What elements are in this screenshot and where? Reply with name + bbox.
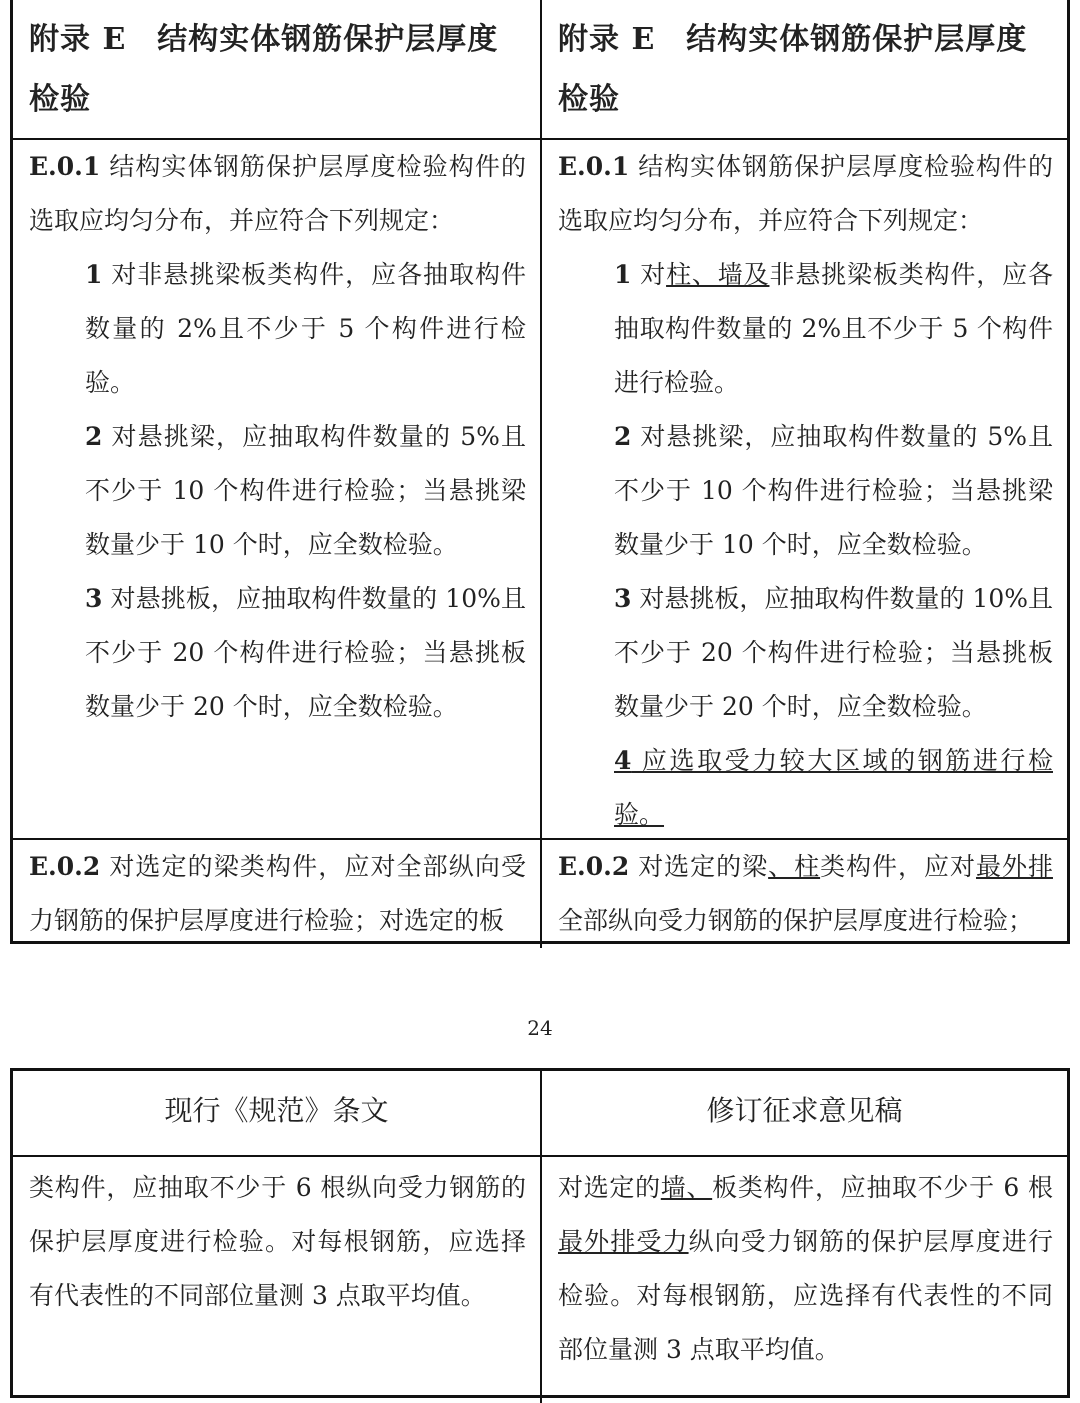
clause-text: 对选定的 — [558, 1173, 661, 1202]
e01-current-item-1 — [29, 248, 526, 410]
clause-text: 板类构件，应抽取不少于 6 根 — [712, 1173, 1053, 1202]
item-number: 3 — [614, 584, 632, 613]
e01-current-intro — [29, 140, 526, 248]
e01-current-item-2 — [29, 410, 526, 572]
clause-number: E.0.1 — [29, 152, 101, 181]
item-number: 1 — [85, 260, 103, 289]
header-left-text: 附录 E 结构实体钢筋保护层厚度检验 — [29, 22, 499, 117]
table-row-e01 — [13, 140, 1067, 840]
column-header-current: 现行《规范》条文 — [164, 1094, 389, 1127]
clause-number: E.0.2 — [558, 852, 630, 881]
comparison-table-top — [10, 0, 1070, 944]
comparison-table-bottom — [10, 1068, 1070, 1398]
e01-revised-item-4 — [558, 734, 1053, 842]
item-number: 2 — [614, 422, 632, 451]
e01-revised-item-3 — [558, 572, 1053, 734]
revision-underline: 最外排 — [976, 852, 1053, 881]
revision-underline: 最外排受力 — [558, 1227, 689, 1256]
clause-text: 全部纵向受力钢筋的保护层厚度进行检验； — [558, 906, 1034, 935]
table-header-row — [13, 0, 1067, 140]
table-row-continued — [13, 1157, 1067, 1403]
e02-revised-text — [558, 840, 1053, 948]
item-text: 对悬挑板，应抽取构件数量的 10%且不少于 20 个构件进行检验；当悬挑板数量少于 20 个时，应全数检验。 — [85, 584, 526, 721]
e01-revised-intro — [558, 140, 1053, 248]
item-text: 对悬挑梁，应抽取构件数量的 5%且不少于 10 个构件进行检验；当悬挑梁数量少于 10 个时，应全数检验。 — [614, 422, 1053, 559]
item-number: 4 — [614, 746, 632, 775]
e01-revised-item-2 — [558, 410, 1053, 572]
item-text: 对 — [631, 260, 667, 289]
cell-e02-revised — [540, 840, 1067, 948]
table-row-e02 — [13, 840, 1067, 948]
cell-e02-current — [13, 840, 540, 948]
column-header-revised: 修订征求意见稿 — [540, 1071, 1067, 1155]
cell-e01-current — [13, 140, 540, 838]
item-text: 对非悬挑梁板类构件，应各抽取构件数量的 2%且不少于 5 个构件进行检验。 — [85, 260, 526, 397]
clause-number: E.0.2 — [29, 852, 101, 881]
clause-text: 对选定的梁类构件，应对全部纵向受力钢筋的保护层厚度进行检验；对选定的板 — [29, 852, 526, 935]
column-header-row — [13, 1071, 1067, 1157]
cell-continued-current — [13, 1157, 540, 1403]
cell-e01-revised — [540, 140, 1067, 838]
revision-underline: 柱、墙及 — [666, 260, 770, 289]
e02-current-text — [29, 840, 526, 948]
e01-current-item-3 — [29, 572, 526, 734]
revision-underline: 墙、 — [660, 1173, 713, 1202]
page-number: 24 — [527, 1016, 553, 1040]
continued-revised-text — [558, 1161, 1053, 1377]
e01-revised-item-1 — [558, 248, 1053, 410]
clause-text: 纵向受力钢筋的保护层厚度进行检验。对每根钢筋，应选择有代表性的不同部位量测 3 点取平均值。 — [558, 1227, 1053, 1364]
item-number: 2 — [85, 422, 103, 451]
item-text: 对悬挑板，应抽取构件数量的 10%且不少于 20 个构件进行检验；当悬挑板数量少于 20 个时，应全数检验。 — [614, 584, 1053, 721]
cell-continued-revised — [540, 1157, 1067, 1403]
item-text: 对悬挑梁，应抽取构件数量的 5%且不少于 10 个构件进行检验；当悬挑梁数量少于 10 个时，应全数检验。 — [85, 422, 526, 559]
clause-text: 对选定的梁 — [629, 852, 769, 881]
continued-current-text: 类构件，应抽取不少于 6 根纵向受力钢筋的保护层厚度进行检验。对每根钢筋，应选择有代表性的不同部位量测 3 点取平均值。 — [29, 1173, 526, 1310]
header-right-text: 附录 E 结构实体钢筋保护层厚度检验 — [558, 22, 1028, 117]
clause-text: 结构实体钢筋保护层厚度检验构件的选取应均匀分布，并应符合下列规定： — [29, 152, 526, 235]
item-text: 应选取受力较大区域的钢筋进行检验。 — [614, 746, 1053, 829]
item-text: 非悬挑梁板类构件，应各抽取构件数量的 2%且不少于 5 个构件进行检验。 — [614, 260, 1053, 397]
clause-text: 结构实体钢筋保护层厚度检验构件的选取应均匀分布，并应符合下列规定： — [558, 152, 1053, 235]
clause-number: E.0.1 — [558, 152, 630, 181]
item-number: 3 — [85, 584, 103, 613]
header-right — [540, 0, 1067, 138]
item-number: 1 — [614, 260, 632, 289]
header-left — [13, 0, 540, 138]
revision-underline: 、柱 — [768, 852, 821, 881]
clause-text: 类构件，应对 — [820, 852, 976, 881]
